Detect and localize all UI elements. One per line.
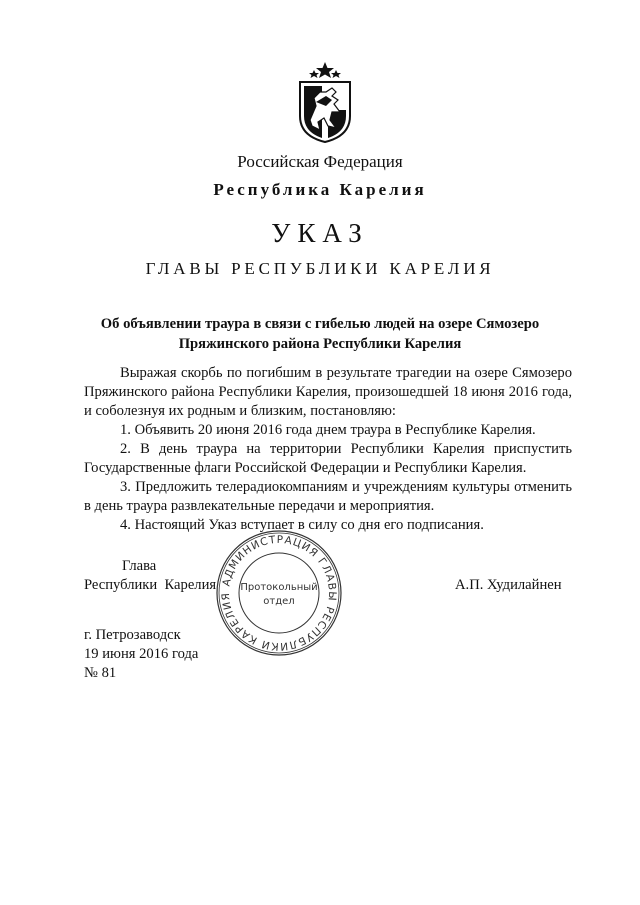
clause-2: 2. В день траура на территории Республики Карелия приспустить Государственные флаги Российской Федерации и Республики Карелия. bbox=[84, 441, 572, 476]
karelia-coat-of-arms-icon bbox=[296, 62, 354, 144]
decree-number: № 81 bbox=[84, 665, 117, 681]
decree-date: 19 июня 2016 года bbox=[84, 646, 199, 662]
decree-title bbox=[0, 314, 640, 354]
stamp-ring-text: АДМИНИСТРАЦИЯ ГЛАВЫ РЕСПУБЛИКИ КАРЕЛИЯ bbox=[219, 533, 339, 653]
place-and-date bbox=[84, 626, 198, 683]
issuer-heading: ГЛАВЫ РЕСПУБЛИКИ КАРЕЛИЯ bbox=[145, 259, 495, 278]
stamp-center-line-1: Протокольный bbox=[240, 582, 318, 593]
signatory-name: А.П. Худилайнен bbox=[455, 577, 562, 593]
decree-body bbox=[84, 364, 572, 535]
clause-3: 3. Предложить телерадиокомпаниям и учреждениям культуры отменить в день траура развлекательные передачи и мероприятия. bbox=[84, 479, 572, 514]
signatory-role-line-1: Глава bbox=[122, 558, 157, 574]
republic-heading: Республика Карелия bbox=[213, 180, 427, 199]
decree-title-line-1: Об объявлении траура в связи с гибелью людей на озере Сямозеро bbox=[100, 316, 540, 332]
svg-text:АДМИНИСТРАЦИЯ ГЛАВЫ РЕСПУБЛИКИ bbox=[220, 534, 338, 652]
federation-heading: Российская Федерация bbox=[237, 152, 403, 171]
city: г. Петрозаводск bbox=[84, 627, 181, 643]
decree-heading: УКАЗ bbox=[271, 218, 369, 248]
decree-title-line-2: Пряжинского района Республики Карелия bbox=[178, 336, 462, 352]
stamp-center-line-2: отдел bbox=[263, 596, 295, 607]
clause-4: 4. Настоящий Указ вступает в силу со дня его подписания. bbox=[120, 517, 484, 533]
clause-1: 1. Объявить 20 июня 2016 года днем траура в Республике Карелия. bbox=[120, 422, 536, 438]
signatory-role-line-2: Республики Карелия bbox=[84, 577, 217, 593]
preamble-paragraph: Выражая скорбь по погибшим в результате трагедии на озере Сямозеро Пряжинского района Республики Карелия, произошедшей 18 июня 2016 года, и соболезнуя их родным и близким, постановляю: bbox=[84, 365, 572, 419]
official-stamp bbox=[214, 528, 344, 658]
